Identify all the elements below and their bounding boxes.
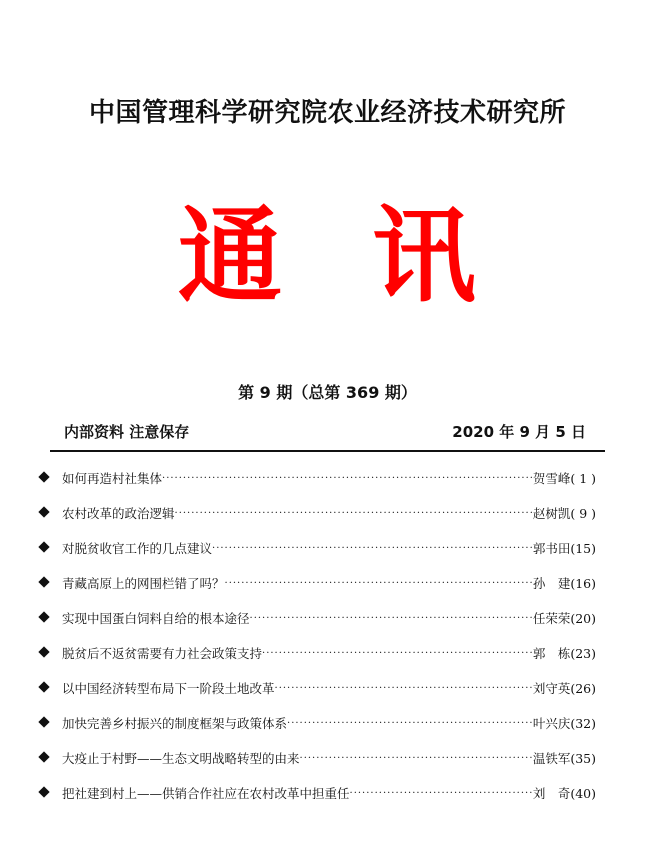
toc-item-title: 加快完善乡村振兴的制度框架与政策体系	[62, 716, 288, 731]
institution-name: 中国管理科学研究院农业经济技术研究所	[88, 98, 566, 128]
toc-item[interactable]	[0, 643, 655, 665]
toc-item[interactable]	[0, 503, 655, 525]
toc-item-title: 青藏高原上的网围栏错了吗？	[62, 576, 225, 591]
toc-dot-leader	[175, 503, 533, 525]
toc-item-page: (23)	[570, 646, 596, 661]
toc-item-page: (32)	[570, 716, 596, 731]
masthead-char-xun: 讯	[372, 194, 477, 317]
masthead-char-tong: 通	[178, 194, 283, 317]
toc-item[interactable]	[0, 678, 655, 700]
toc-dot-leader	[300, 748, 533, 770]
diamond-bullet-icon	[38, 611, 52, 625]
diamond-bullet-icon	[38, 786, 52, 800]
toc-item-author: 刘 奇	[532, 786, 571, 801]
toc-item-page: (20)	[570, 611, 596, 626]
toc-dot-leader	[225, 573, 533, 595]
toc-item-title: 实现中国蛋白饲料自给的根本途径	[62, 611, 250, 626]
diamond-bullet-icon	[38, 681, 52, 695]
toc-item-title: 如何再造村社集体	[62, 471, 163, 486]
toc-item-author: 刘守英	[532, 681, 571, 696]
toc-item-author: 贺雪峰	[532, 471, 571, 486]
toc-item-title: 脱贫后不返贫需要有力社会政策支持	[62, 646, 263, 661]
diamond-bullet-icon	[38, 506, 52, 520]
issue-number: 第 9 期（总第 369 期）	[238, 383, 417, 402]
diamond-bullet-icon	[38, 646, 52, 660]
diamond-bullet-icon	[38, 471, 52, 485]
toc-dot-leader	[350, 783, 533, 805]
toc-dot-leader	[250, 608, 533, 630]
toc-dot-leader	[287, 713, 533, 735]
masthead-title	[0, 196, 655, 316]
toc-item-title: 对脱贫收官工作的几点建议	[62, 541, 213, 556]
diamond-bullet-icon	[38, 751, 52, 765]
toc-item-page: (40)	[570, 786, 596, 801]
toc-item-author: 赵树凯	[532, 506, 571, 521]
diamond-bullet-icon	[38, 576, 52, 590]
toc-item-title: 把社建到村上——供销合作社应在农村改革中担重任	[62, 786, 350, 801]
toc-item-author: 郭 栋	[532, 646, 571, 661]
header-divider	[50, 450, 605, 452]
toc-dot-leader	[162, 468, 533, 490]
toc-dot-leader	[212, 538, 533, 560]
toc-item-title: 大疫止于村野——生态文明战略转型的由来	[62, 751, 300, 766]
toc-item[interactable]	[0, 608, 655, 630]
toc-item-author: 任荣荣	[532, 611, 571, 626]
toc-item-page: (15)	[570, 541, 596, 556]
toc-item[interactable]	[0, 713, 655, 735]
diamond-bullet-icon	[38, 716, 52, 730]
toc-item[interactable]	[0, 468, 655, 490]
toc-item-title: 以中国经济转型布局下一阶段土地改革	[62, 681, 275, 696]
toc-item-title: 农村改革的政治逻辑	[62, 506, 175, 521]
toc-item-page: ( 9 )	[570, 506, 596, 521]
toc-item-author: 孙 建	[532, 576, 571, 591]
toc-item[interactable]	[0, 573, 655, 595]
toc-item[interactable]	[0, 783, 655, 805]
toc-dot-leader	[275, 678, 533, 700]
toc-item-author: 叶兴庆	[532, 716, 571, 731]
toc-item-page: (35)	[570, 751, 596, 766]
toc-item-page: (26)	[570, 681, 596, 696]
toc-item-page: ( 1 )	[570, 471, 596, 486]
classification-label: 内部资料 注意保存	[64, 423, 190, 441]
toc-dot-leader	[262, 643, 533, 665]
diamond-bullet-icon	[38, 541, 52, 555]
toc-item[interactable]	[0, 748, 655, 770]
toc-item-page: (16)	[570, 576, 596, 591]
issue-date: 2020 年 9 月 5 日	[452, 423, 586, 441]
toc-item[interactable]	[0, 538, 655, 560]
toc-item-author: 温铁军	[532, 751, 571, 766]
toc-item-author: 郭书田	[532, 541, 571, 556]
